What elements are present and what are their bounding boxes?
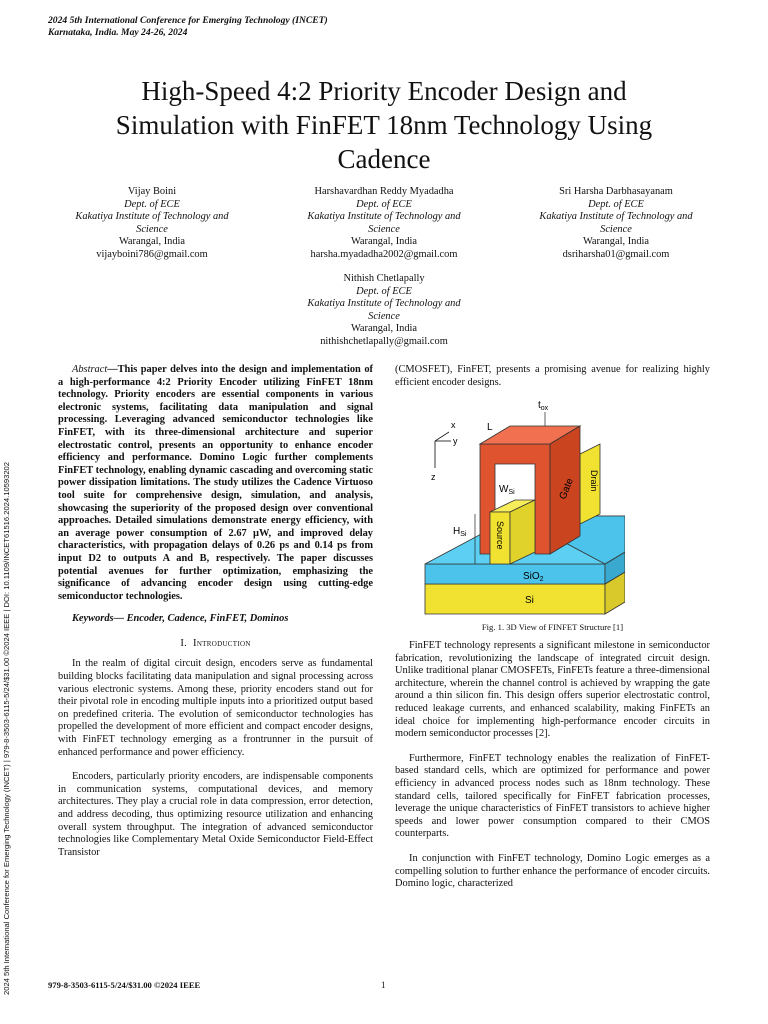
section-number: I.	[180, 637, 188, 649]
oxide-label-sub: 2	[539, 576, 544, 583]
substrate-front	[425, 584, 605, 614]
dim-label-wsi-sub: Si	[508, 489, 515, 496]
oxide-label-main: SiO	[523, 571, 540, 582]
author-email[interactable]: nithishchetlapally@gmail.com	[320, 335, 448, 347]
paper-title	[40, 74, 728, 176]
author-name: Sri Harsha Darbhasayanam	[559, 186, 673, 197]
dim-label-tox-sub: ox	[540, 405, 549, 412]
author-name: Vijay Boini	[127, 186, 177, 197]
author-city: Warangal, India	[582, 236, 650, 248]
author-email[interactable]: harsha.myadadha2002@gmail.com	[310, 248, 458, 260]
dim-label-tox-main: t	[538, 400, 541, 411]
intro-paragraph-2: Encoders, particularly priority encoders, are indispensable components in communication systems, computational devices, and memory architectures. They play a crucial role in data compression, error detection, and address decoding, thus optimizing resource utilization and enhancing overall system throughput. The integration of advanced semiconductor technologies like Complementary Metal Oxide Semiconductor Field-Effect Transistor	[58, 771, 373, 858]
right-intro-text: (CMOSFET), FinFET, presents a promising avenue for realizing highly efficient encoder designs.	[395, 364, 710, 388]
dim-label-hsi-sub: Si	[460, 531, 467, 538]
finfet-figure	[405, 396, 625, 616]
axis-label-z: z	[431, 472, 436, 482]
source-label: Source	[495, 521, 505, 550]
author-block	[52, 186, 252, 262]
title-line-1: High-Speed 4:2 Priority Encoder Design and	[141, 76, 627, 106]
author-dept: Dept. of ECE	[356, 285, 412, 297]
conference-name: 2024 5th International Conference for Emerging Technology (INCET)	[48, 15, 328, 26]
author-inst: Science	[368, 223, 400, 235]
author-block	[284, 273, 484, 349]
abstract-text: —This paper delves into the design and implementation of a high-performance 4:2 Priority Encoder utilizing FinFET 18nm technology. Priority encoders are essential components in various electronic systems, facilitating data manipulation and signal processing. Leveraging advanced semiconductor technologies like FinFET, with its three-dimensional architecture and superior electrostatic control, presents an opportunity to enhance encoder efficiency and performance. Domino Logic further complements FinFET technology, enabling dynamic cascading and overcoming static power dissipation limitations. The study utilizes the Cadence Virtuoso tool suite for comprehensive design, simulation, and analysis, showcasing the superiority of the proposed design over conventional approaches. Detailed simulations demonstrate energy efficiency, with an average power consumption of 2.67 µW, and improved delay characteristics, with propagation delays of 0.26 ps and 0.14 ps from input D2 to outputs A and B, respectively. The paper discusses potential avenues for further optimization, emphasizing the significance of advancing encoder design using cutting-edge semiconductor technologies.	[58, 364, 373, 602]
sidebar-doi: 2024 5th International Conference for Emerging Technology (INCET) | 979-8-3503-6115-5/24/$31.00 ©2024 IEEE | DOI: 10.1109/INCET61516.2024.10593202	[2, 461, 11, 995]
author-inst: Kakatiya Institute of Technology and	[75, 211, 229, 223]
right-paragraph-1: FinFET technology represents a significant milestone in semiconductor fabrication, revolutionizing the landscape of integrated circuit design. Unlike traditional planar CMOSFETs, FinFETs feature a three-dimensional architecture, wherein the channel control is achieved by wrapping the gate around a thin silicon fin. This design offers superior electrostatic control, reduced leakage currents, and enhanced scalability, making FinFETs an ideal choice for implementing high-performance encoder circuits in modern semiconductor processes [2].	[395, 640, 710, 740]
dim-label-hsi	[453, 526, 467, 538]
section-heading	[58, 638, 373, 651]
author-inst: Science	[368, 310, 400, 322]
right-paragraph-3: In conjunction with FinFET technology, Domino Logic emerges as a compelling solution to further enhance the performance of encoder circuits. Domino logic, characterized	[395, 852, 710, 890]
drain-label: Drain	[589, 470, 599, 492]
author-city: Warangal, India	[118, 236, 186, 248]
intro-paragraph-1: In the realm of digital circuit design, encoders serve as fundamental building blocks facilitating data manipulation and signal processing across various electronic systems. Among these, priority encoders stand out for their pivotal role in encoding multiple inputs into a prioritized output based on predefined criteria. The evolution of semiconductor technologies has propelled the development of more efficient and compact encoder designs, with FinFET technology emerging as a frontrunner in the pursuit of enhanced performance and power efficiency.	[58, 658, 373, 758]
author-inst: Science	[136, 223, 168, 235]
right-column-body	[395, 640, 710, 891]
author-block	[284, 186, 484, 262]
keywords	[58, 613, 373, 626]
right-paragraph-2: Furthermore, FinFET technology enables the realization of FinFET-based standard cells, which are optimized for performance and power efficiency in advanced process nodes such as 18nm technology. These standard cells, tailored specifically for FinFET fabrication processes, leverage the unique characteristics of FinFET transistors to achieve higher speeds and lower power consumption compared to their CMOS counterparts.	[395, 752, 710, 840]
author-email[interactable]: vijayboini786@gmail.com	[96, 248, 208, 260]
abstract	[58, 364, 373, 603]
footer-isbn: 979-8-3503-6115-5/24/$31.00 ©2024 IEEE	[48, 980, 201, 990]
gate-label: Gate	[557, 476, 576, 502]
dim-label-tox	[538, 400, 549, 412]
finfet-3d-diagram	[405, 396, 625, 616]
x-axis-arrow	[435, 432, 449, 441]
dim-label-l: L	[487, 422, 493, 433]
author-inst: Kakatiya Institute of Technology and	[539, 211, 693, 223]
right-column	[395, 364, 710, 389]
axis-label-x: x	[451, 420, 456, 430]
axis-label-y: y	[453, 436, 458, 446]
author-inst: Kakatiya Institute of Technology and	[307, 298, 461, 310]
dim-label-wsi-main: W	[499, 484, 509, 495]
author-inst: Kakatiya Institute of Technology and	[307, 211, 461, 223]
conference-header	[48, 15, 328, 39]
abstract-label: Abstract	[72, 364, 108, 375]
author-name: Nithish Chetlapally	[343, 273, 425, 284]
title-line-3: Cadence	[337, 144, 431, 174]
conference-location: Karnataka, India. May 24-26, 2024	[48, 27, 188, 38]
author-dept: Dept. of ECE	[124, 198, 180, 210]
substrate-label: Si	[525, 595, 534, 606]
author-city: Warangal, India	[350, 323, 418, 335]
author-email[interactable]: dsriharsha01@gmail.com	[562, 248, 670, 260]
author-name: Harshavardhan Reddy Myadadha	[314, 186, 454, 197]
figure-caption: Fig. 1. 3D View of FINFET Structure [1]	[481, 622, 624, 632]
dim-label-wsi	[499, 484, 515, 496]
oxide-front	[425, 564, 605, 584]
author-dept: Dept. of ECE	[588, 198, 644, 210]
keywords-text: — Encoder, Cadence, FinFET, Dominos	[113, 613, 289, 625]
title-line-2: Simulation with FinFET 18nm Technology Using	[115, 110, 653, 140]
author-block	[516, 186, 716, 262]
keywords-label: Keywords	[72, 613, 114, 625]
page-number: 1	[381, 980, 386, 990]
author-inst: Science	[600, 223, 632, 235]
section-title: Introduction	[193, 637, 251, 649]
author-city: Warangal, India	[350, 236, 418, 248]
author-dept: Dept. of ECE	[356, 198, 412, 210]
left-column	[58, 364, 373, 859]
dim-label-hsi-main: H	[453, 526, 461, 537]
